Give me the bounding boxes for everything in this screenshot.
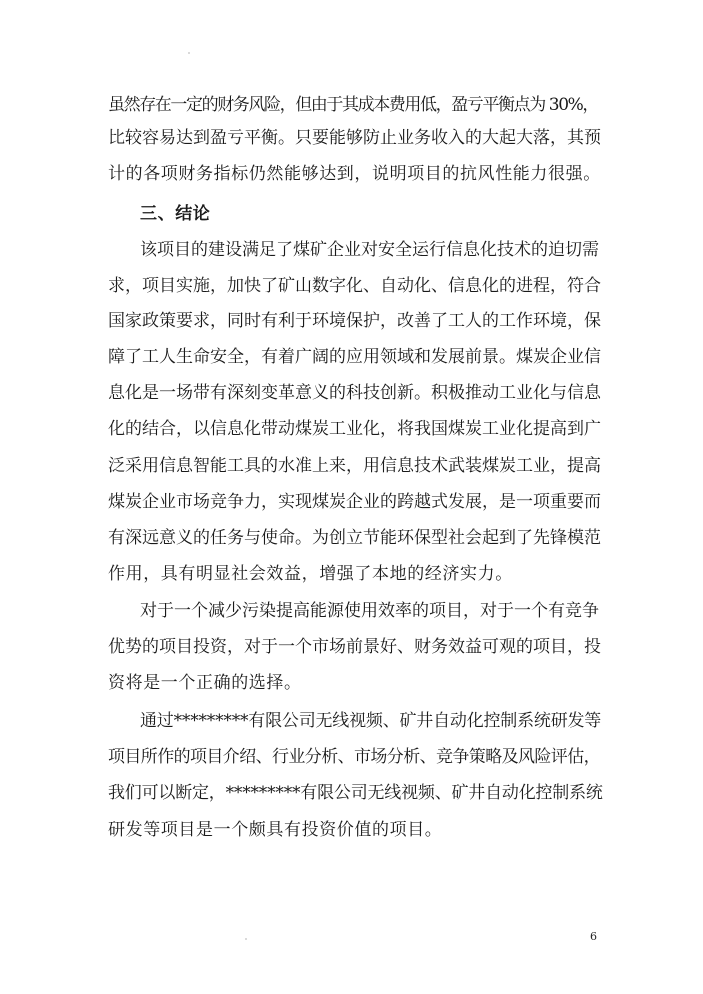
page-number: 6 bbox=[590, 930, 597, 943]
body-text-line: 煤炭企业市场竞争力，实现煤炭企业的跨越式发展，是一项重要而 bbox=[108, 492, 601, 512]
body-text-line: 息化是一场带有深刻变革意义的科技创新。积极推动工业化与信息 bbox=[108, 383, 601, 403]
body-text-line: 有深远意义的任务与使命。为创立节能环保型社会起到了先锋模范 bbox=[108, 528, 601, 548]
scan-speck bbox=[245, 938, 247, 940]
body-text-line: 国家政策要求，同时有利于环境保护，改善了工人的工作环境，保 bbox=[108, 311, 601, 331]
body-text-line: 资将是一个正确的选择。 bbox=[108, 673, 302, 693]
body-text-line: 比较容易达到盈亏平衡。只要能够防止业务收入的大起大落，其预 bbox=[108, 128, 601, 148]
body-text-line: 我们可以断定，*********有限公司无线视频、矿井自动化控制系统 bbox=[108, 783, 603, 803]
body-text-line: 作用，具有明显社会效益，增强了本地的经济实力。 bbox=[108, 564, 513, 584]
body-text-line: 项目所作的项目介绍、行业分析、市场分析、竞争策略及风险评估， bbox=[108, 747, 600, 767]
scan-speck bbox=[188, 52, 190, 54]
body-text-line: 通过*********有限公司无线视频、矿井自动化控制系统研发等 bbox=[140, 711, 602, 731]
body-text-line: 虽然存在一定的财务风险，但由于其成本费用低，盈亏平衡点为 30%， bbox=[108, 95, 598, 115]
body-text-line: 对于一个减少污染提高能源使用效率的项目，对于一个有竞争 bbox=[140, 601, 599, 621]
section-heading: 三、结论 bbox=[140, 204, 211, 224]
body-text-line: 优势的项目投资，对于一个市场前景好、财务效益可观的项目，投 bbox=[108, 637, 601, 657]
body-text-line: 障了工人生命安全，有着广阔的应用领域和发展前景。煤炭企业信 bbox=[108, 347, 601, 367]
body-text-line: 计的各项财务指标仍然能够达到，说明项目的抗风性能力很强。 bbox=[108, 164, 601, 184]
body-text-line: 泛采用信息智能工具的水准上来，用信息技术武装煤炭工业，提高 bbox=[108, 456, 601, 476]
body-text-line: 研发等项目是一个颇具有投资价值的项目。 bbox=[108, 820, 443, 840]
body-text-line: 求，项目实施，加快了矿山数字化、自动化、信息化的进程，符合 bbox=[108, 276, 601, 296]
body-text-line: 该项目的建设满足了煤矿企业对安全运行信息化技术的迫切需 bbox=[140, 240, 599, 260]
body-text-line: 化的结合，以信息化带动煤炭工业化，将我国煤炭工业化提高到广 bbox=[108, 419, 601, 439]
